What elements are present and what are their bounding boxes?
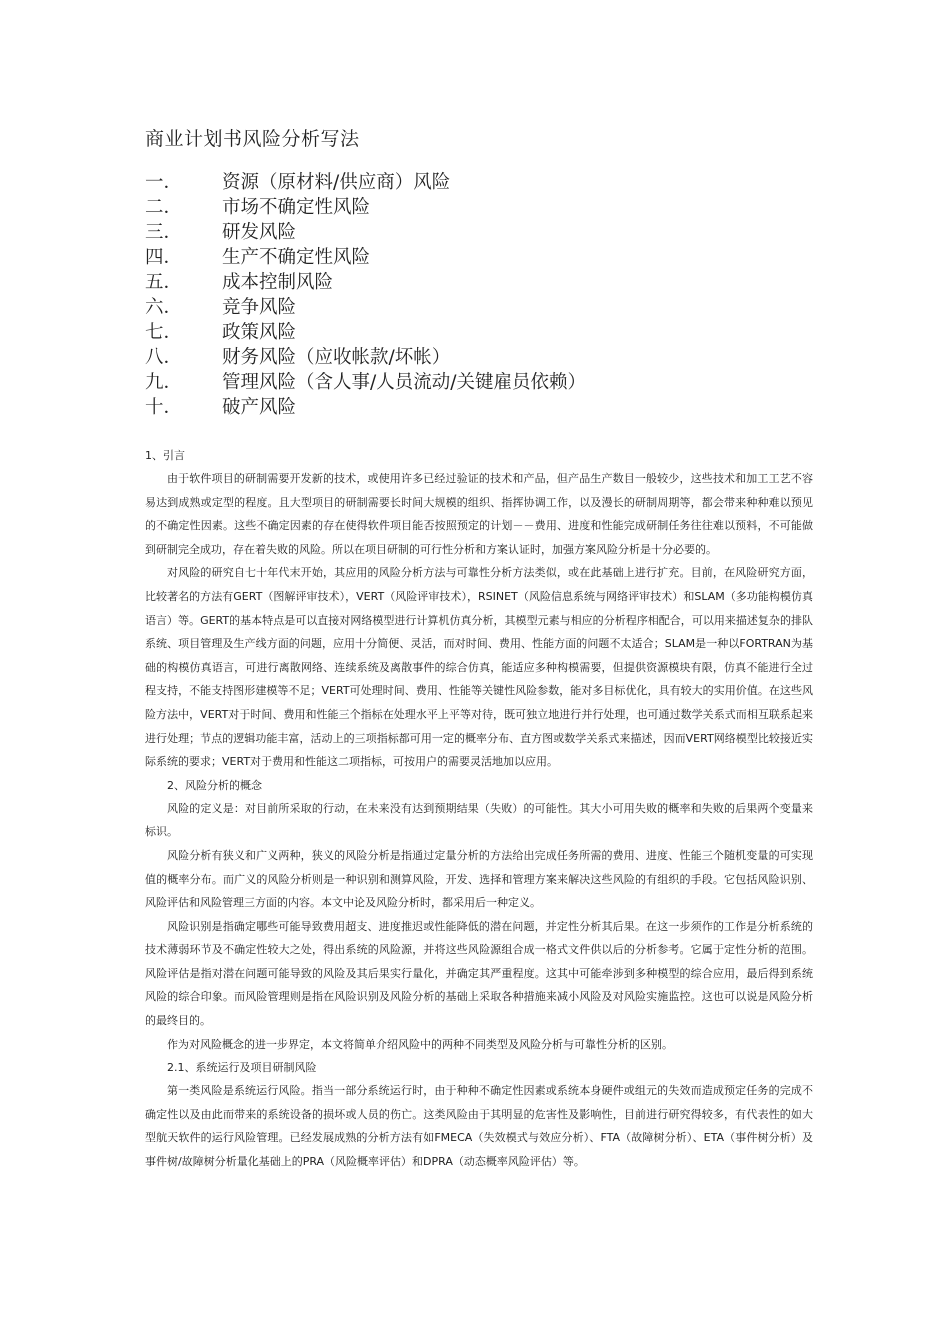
paragraph: 第一类风险是系统运行风险。指当一部分系统运行时，由于种种不确定性因素或系统本身硬件或组元的失效而造成预定任务的完成不确定性以及由此而带来的系统设备的损坏或人员的伤亡。这类风险由于其明显的危害性及影响性，目前进行研究得较多，有代表性的如大型航天软件的运行风险管理。已经发展成熟的分析方法有如FMECA（失效模式与效应分析）、FTA（故障树分析）、ETA（事件树分析）及事件树/故障树分析量化基础上的PRA（风险概率评估）和DPRA（动态概率风险评估）等。 [145,1084,813,1169]
document-title: 商业计划书风险分析写法 [145,128,360,150]
document-body [145,444,813,1174]
section-heading: 2、风险分析的概念 [167,778,262,792]
list-item-text: 研发风险 [222,222,297,243]
list-item-text: 生产不确定性风险 [222,247,371,268]
list-item-text: 管理风险（含人事/人员流动/关键雇员依赖） [222,372,586,393]
list-item [145,170,795,195]
list-item-number: 六． [145,297,183,318]
paragraph: 风险的定义是：对目前所采取的行动，在未来没有达到预期结果（失败）的可能性。其大小可用失败的概率和失败的后果两个变量来标识。 [145,801,813,839]
list-item-text: 成本控制风险 [222,272,334,293]
list-item [145,320,795,345]
list-item-number: 五． [145,272,183,293]
list-item-text: 资源（原材料/供应商）风险 [222,172,451,193]
paragraph: 由于软件项目的研制需要开发新的技术，或使用许多已经过验证的技术和产品，但产品生产数目一般较少，这些技术和加工工艺不容易达到成熟或定型的程度。且大型项目的研制需要长时间大规模的组织、指挥协调工作，以及漫长的研制周期等，都会带来种种难以预见的不确定性因素。这些不确定因素的存在使得软件项目能否按照预定的计划－－费用、进度和性能完成研制任务往往难以预料，不可能做到研制完全成功，存在着失败的风险。所以在项目研制的可行性分析和方案认证时，加强方案风险分析是十分必要的。 [145,472,813,556]
list-item-text: 政策风险 [222,322,297,343]
list-item-number: 八． [145,347,183,368]
list-item-number: 四． [145,247,183,268]
list-item-text: 竞争风险 [222,297,297,318]
list-item [145,345,795,370]
risk-list [145,170,795,420]
paragraph: 风险分析有狭义和广义两种，狭义的风险分析是指通过定量分析的方法给出完成任务所需的费用、进度、性能三个随机变量的可实现值的概率分布。而广义的风险分析则是一种识别和测算风险，开发、选择和管理方案来解决这些风险的有组织的手段。它包括风险识别、风险评估和风险管理三方面的内容。本文中论及风险分析时，都采用后一种定义。 [145,848,813,910]
list-item-number: 十． [145,397,183,418]
list-item [145,270,795,295]
list-item [145,245,795,270]
section-heading: 1、引言 [145,449,185,462]
list-item [145,370,795,395]
list-item [145,220,795,245]
paragraph: 风险识别是指确定哪些可能导致费用超支、进度推迟或性能降低的潜在问题，并定性分析其后果。在这一步须作的工作是分析系统的技术薄弱环节及不确定性较大之处，得出系统的风险源，并将这些风险源组合成一格式文件供以后的分析参考。它属于定性分析的范围。风险评估是指对潜在问题可能导致的风险及其后果实行量化，并确定其严重程度。这其中可能牵涉到多种模型的综合应用，最后得到系统风险的综合印象。而风险管理则是指在风险识别及风险分析的基础上采取各种措施来减小风险及对风险实施监控。这也可以说是风险分析的最终目的。 [145,919,813,1028]
subsection-heading: 2.1、系统运行及项目研制风险 [167,1061,317,1075]
list-item-number: 二． [145,197,183,218]
list-item [145,195,795,220]
list-item-text: 财务风险（应收帐款/坏帐） [222,347,451,368]
list-item-number: 七． [145,322,183,343]
paragraph: 作为对风险概念的进一步界定，本文将简单介绍风险中的两种不同类型及风险分析与可靠性分析的区别。 [167,1037,673,1051]
list-item [145,295,795,320]
list-item-number: 三． [145,222,183,243]
list-item [145,395,795,420]
list-item-number: 九． [145,372,183,393]
list-item-number: 一． [145,172,183,193]
list-item-text: 破产风险 [222,397,297,418]
list-item-text: 市场不确定性风险 [222,197,371,218]
paragraph: 对风险的研究自七十年代末开始，其应用的风险分析方法与可靠性分析方法类似，或在此基础上进行扩充。目前，在风险研究方面，比较著名的方法有GERT（图解评审技术），VERT（风险评审技术），RSINET（风险信息系统与网络评审技术）和SLAM（多功能构模仿真语言）等。GERT的基本特点是可以直接对网络模型进行计算机仿真分析，其模型元素与相应的分析程序相配合，可以用来描述复杂的排队系统、项目管理及生产线方面的问题，应用十分简便、灵活，而对时间、费用、性能方面的问题不太适合；SLAM是一种以FORTRAN为基础的构模仿真语言，可进行离散网络、连续系统及离散事件的综合仿真，能适应多种构模需要，但提供资源模块有限，仿真不能进行全过程支持，不能支持图形建模等不足；VERT可处理时间、费用、性能等关键性风险参数，能对多目标优化，具有较大的实用价值。在这些风险方法中，VERT对于时间、费用和性能三个指标在处理水平上平等对待，既可独立地进行并行处理，也可通过数学关系式而相互联系起来进行处理；节点的逻辑功能丰富，活动上的三项指标都可用一定的概率分布、直方图或数学关系式来描述，因而VERT网络模型比较接近实际系统的要求；VERT对于费用和性能这二项指标，可按用户的需要灵活地加以应用。 [145,566,813,769]
